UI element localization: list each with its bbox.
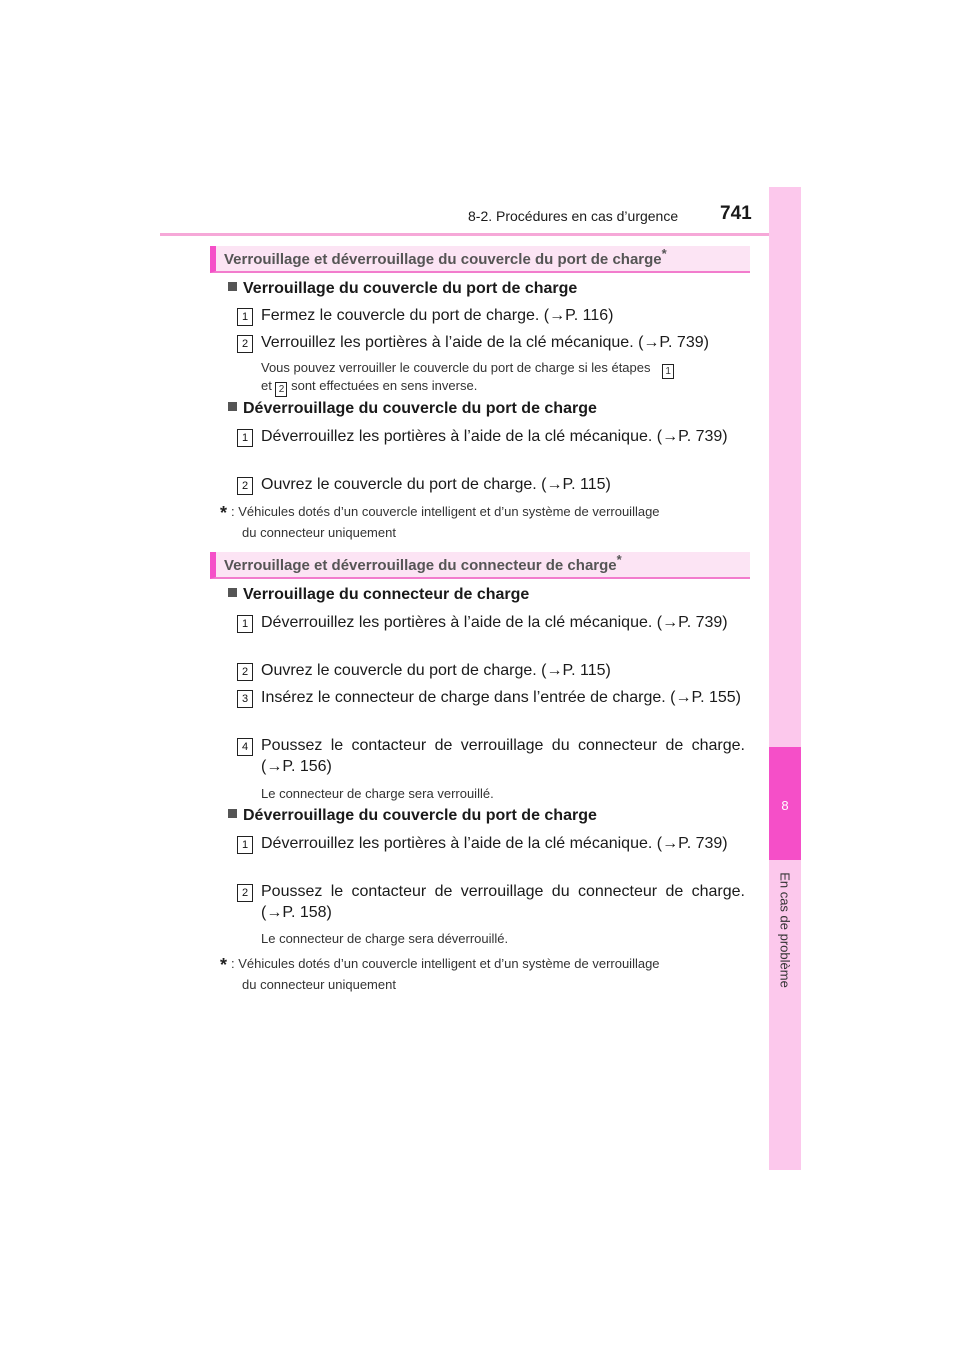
step-text: Fermez le couvercle du port de charge. (→P. 116): [261, 307, 614, 324]
step-note: Le connecteur de charge sera déverrouillé.: [261, 931, 509, 946]
square-bullet-icon: [228, 588, 237, 597]
step-note: Vous pouvez verrouiller le couvercle du port de charge si les étapes 1: [261, 360, 674, 379]
step-number-box: 1: [237, 615, 253, 633]
section-heading-charge-connector: [210, 552, 750, 579]
step-text: Ouvrez le couvercle du port de charge. (→P. 115): [261, 662, 611, 679]
subheading-lock-connector: Verrouillage du connecteur de charge: [228, 586, 529, 604]
step-note: Le connecteur de charge sera verrouillé.: [261, 786, 494, 801]
step-text: Insérez le connecteur de charge dans l’entrée de charge. (→P. 155): [261, 689, 741, 706]
page-number: 741: [720, 203, 752, 224]
header-divider: [160, 233, 800, 236]
step-number-box: 2: [237, 663, 253, 681]
step-number-box: 4: [237, 738, 253, 756]
footnote: * : Véhicules dotés d’un couvercle intelligent et d’un système de verrouillage du connecteur uniquement: [220, 503, 660, 540]
step-number-box: 1: [237, 429, 253, 447]
square-bullet-icon: [228, 282, 237, 291]
step-text: Poussez le contacteur de verrouillage du connecteur de charge. (→P. 156): [261, 737, 745, 775]
asterisk-marker: *: [616, 552, 622, 567]
square-bullet-icon: [228, 809, 237, 818]
asterisk-marker: *: [661, 246, 667, 261]
chapter-number: 8: [781, 798, 789, 813]
step-number-box: 2: [237, 477, 253, 495]
step-text: Déverrouillez les portières à l’aide de la clé mécanique. (→P. 739): [261, 614, 728, 631]
step-number-box: 1: [237, 836, 253, 854]
step-ref-box: 1: [662, 364, 674, 379]
square-bullet-icon: [228, 402, 237, 411]
step-number-box: 2: [237, 335, 253, 353]
step-text: Déverrouillez les portières à l’aide de la clé mécanique. (→P. 739): [261, 835, 728, 852]
section-heading-port-cover: [210, 246, 750, 273]
section-title: Verrouillage et déverrouillage du connecteur de charge: [224, 557, 617, 574]
step-number-box: 2: [237, 884, 253, 902]
step-text: Déverrouillez les portières à l’aide de la clé mécanique. (→P. 739): [261, 428, 728, 445]
chapter-label: En cas de problème: [777, 872, 793, 988]
step-ref-box: 2: [275, 382, 287, 397]
subheading-lock-port-cover: Verrouillage du couvercle du port de charge: [228, 280, 577, 298]
subheading-unlock-connector: Déverrouillage du couvercle du port de charge: [228, 807, 597, 825]
footnote: * : Véhicules dotés d’un couvercle intelligent et d’un système de verrouillage du connecteur uniquement: [220, 955, 660, 992]
subheading-unlock-port-cover: Déverrouillage du couvercle du port de charge: [228, 400, 597, 418]
step-note: et 2 sont effectuées en sens inverse.: [261, 378, 478, 395]
step-number-box: 3: [237, 690, 253, 708]
step-text: Poussez le contacteur de verrouillage du connecteur de charge. (→P. 158): [261, 883, 745, 921]
section-breadcrumb: 8-2. Procédures en cas d’urgence: [468, 208, 679, 224]
step-number-box: 1: [237, 308, 253, 326]
step-text: Ouvrez le couvercle du port de charge. (→P. 115): [261, 476, 611, 493]
chapter-side-tab: [769, 187, 801, 1170]
step-text: Verrouillez les portières à l’aide de la clé mécanique. (→P. 739): [261, 334, 709, 351]
section-title: Verrouillage et déverrouillage du couvercle du port de charge: [224, 251, 662, 268]
